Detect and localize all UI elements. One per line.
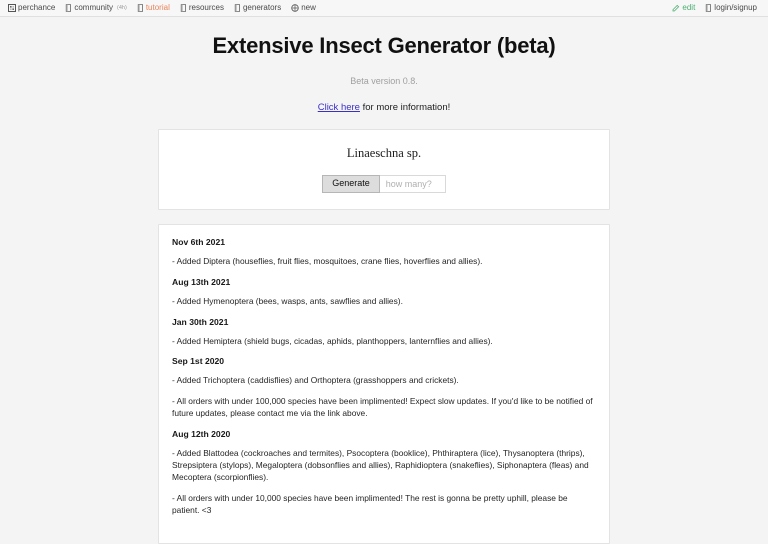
nav-item-tutorial-label: tutorial	[145, 3, 170, 12]
nav-item-perchance-label: perchance	[18, 3, 56, 12]
changelog-date: Sep 1st 2020	[172, 356, 225, 367]
generator-controls	[169, 175, 599, 193]
nav-item-generators[interactable]	[229, 4, 286, 12]
nav-item-community[interactable]	[60, 4, 131, 12]
changelog-entry-text: - Added Blattodea (cockroaches and termites), Psocoptera (booklice), Phthiraptera (lice), Thysanoptera (thrips), Strepsiptera (stylops), Megaloptera (dobsonflies and allies), Raphidioptera (snakeflies), Siphonaptera (fleas) and Mecoptera (scorpionflies).	[172, 448, 589, 483]
changelog-date: Aug 12th 2020	[172, 429, 231, 440]
page-subtitle: Beta version 0.8.	[350, 76, 418, 86]
changelog-date: Aug 13th 2021	[172, 276, 231, 287]
book-icon	[234, 4, 241, 12]
nav-item-resources-label: resources	[188, 3, 224, 12]
info-line-rest: for more information!	[359, 102, 451, 113]
book-icon	[65, 4, 72, 12]
nav-item-new[interactable]	[286, 4, 321, 12]
nav-item-edit[interactable]	[667, 4, 700, 12]
nav-item-resources[interactable]	[175, 4, 229, 12]
globe-plus-icon	[291, 4, 299, 12]
changelog-entry-text: - All orders with under 100,000 species have been implimented! Expect slow updates. If you'd like to be notified of future updates, please contact me via the link above.	[172, 396, 593, 419]
changelog-entry-text: - Added Hymenoptera (bees, wasps, ants, sawflies and allies).	[172, 295, 403, 306]
changelog-entry-text: - Added Trichoptera (caddisflies) and Orthoptera (grasshoppers and crickets).	[172, 375, 459, 386]
book-icon	[705, 4, 712, 12]
page-content	[0, 17, 768, 544]
perchance-logo-icon	[8, 4, 16, 12]
nav-item-perchance[interactable]	[6, 4, 60, 12]
nav-item-generators-label: generators	[242, 3, 282, 12]
page-title: Extensive Insect Generator (beta)	[212, 33, 556, 58]
more-information-link[interactable]: Click here	[317, 102, 360, 113]
nav-item-edit-label: edit	[682, 3, 696, 12]
pencil-icon	[672, 4, 680, 12]
changelog-date: Jan 30th 2021	[172, 316, 229, 327]
nav-item-login-signup-label: login/signup	[714, 3, 757, 12]
nav-item-community-activity: (4h)	[117, 5, 127, 12]
changelog-entry-text: - Added Hemiptera (shield bugs, cicadas, aphids, planthoppers, lanternflies and allies).	[172, 335, 493, 346]
navbar-right-group	[667, 4, 762, 12]
generator-output: Linaeschna sp.	[346, 146, 422, 160]
how-many-input[interactable]	[380, 175, 446, 193]
changelog-entry-text: - All orders with under 10,000 species have been implimented! The rest is gonna be pretty uphill, please be patient. <3	[172, 492, 568, 515]
nav-item-login-signup[interactable]	[700, 4, 762, 12]
info-line	[0, 102, 768, 113]
changelog-date: Nov 6th 2021	[172, 236, 226, 247]
generate-button[interactable]: Generate	[322, 175, 380, 193]
nav-item-tutorial[interactable]	[132, 4, 175, 12]
navbar-left-group	[6, 4, 667, 12]
changelog-entry-text: - Added Diptera (houseflies, fruit flies, mosquitoes, crane flies, hoverflies and allies).	[172, 255, 483, 266]
nav-item-community-label: community	[74, 3, 114, 12]
generator-panel	[158, 129, 610, 210]
top-navbar	[0, 0, 768, 17]
changelog-panel	[158, 224, 610, 544]
book-icon	[137, 4, 144, 12]
book-icon	[180, 4, 187, 12]
nav-item-new-label: new	[301, 3, 316, 12]
